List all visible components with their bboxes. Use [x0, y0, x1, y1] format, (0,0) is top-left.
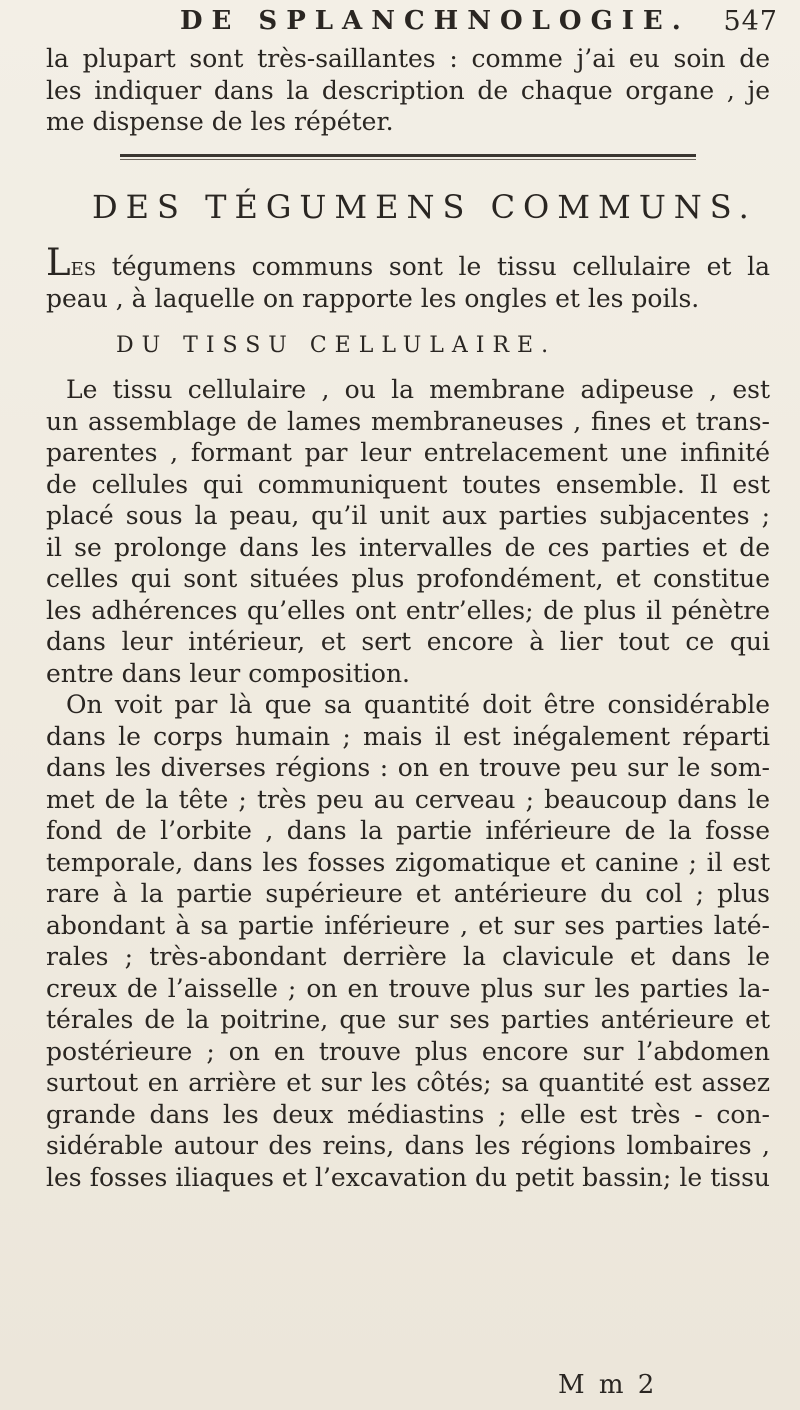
text-line: creux de l’aisselle ; on en trouve plus sur les parties la-: [46, 973, 770, 1003]
text-line: dans les diverses régions : on en trouve peu sur le som-: [46, 753, 770, 782]
text-line: les fosses iliaques et l’excavation du petit bassin; le tissu: [46, 1162, 770, 1192]
text-line: surtout en arrière et sur les côtés; sa quantité est assez: [46, 1068, 770, 1097]
intro-paragraph: [46, 43, 770, 138]
drop-cap-rest: es: [70, 252, 97, 281]
text-line: me dispense de les répéter.: [46, 107, 394, 136]
text-line: postérieure ; on en trouve plus encore sur l’abdomen: [46, 1036, 770, 1066]
text-line: la plupart sont très-saillantes : comme j’ai eu soin de: [46, 44, 770, 73]
text-line: temporale, dans les fosses zigomatique et canine ; il est: [46, 847, 770, 877]
first-line-rest: tégumens communs sont le tissu cellulaire et la: [96, 252, 770, 281]
section-intro-paragraph: [46, 241, 770, 314]
text-line: les indiquer dans la description de chaque organe , je: [46, 75, 770, 105]
text-line: grande dans les deux médiastins ; elle est très - con-: [46, 1099, 770, 1129]
section-title: DES TÉGUMENS COMMUNS.: [92, 188, 757, 226]
text-line: parentes , formant par leur entrelacement une infinité: [46, 438, 770, 467]
text-line: celles qui sont situées plus profondément, et constitue: [46, 564, 770, 593]
subsection-title: DU TISSU CELLULAIRE.: [116, 333, 557, 358]
text-line: [46, 241, 770, 284]
section-divider-rule: [120, 154, 696, 157]
text-line: dans le corps humain ; mais il est inégalement réparti: [46, 721, 770, 751]
text-line: un assemblage de lames membraneuses , fines et trans-: [46, 406, 770, 436]
text-line: rales ; très-abondant derrière la clavicule et dans le: [46, 942, 770, 971]
drop-cap: L: [46, 241, 71, 284]
page-number: 547: [723, 6, 778, 37]
text-line: les adhérences qu’elles ont entr’elles; de plus il pénètre: [46, 595, 770, 625]
text-line: placé sous la peau, qu’il unit aux parties subjacentes ;: [46, 501, 770, 530]
text-line: entre dans leur composition.: [46, 658, 410, 688]
signature-mark: M m 2: [558, 1370, 658, 1400]
body-text: [46, 374, 770, 1193]
text-line: peau , à laquelle on rapporte les ongles et les poils.: [46, 283, 700, 313]
text-line: rare à la partie supérieure et antérieure du col ; plus: [46, 879, 770, 908]
text-line: sidérable autour des reins, dans les régions lombaires ,: [46, 1131, 770, 1160]
text-line: dans leur intérieur, et sert encore à lier tout ce qui: [46, 627, 770, 656]
text-line: térales de la poitrine, que sur ses parties antérieure et: [46, 1005, 770, 1034]
text-line: On voit par là que sa quantité doit être considérable: [66, 690, 770, 719]
text-line: abondant à sa partie inférieure , et sur ses parties laté-: [46, 910, 770, 940]
running-head: DE SPLANCHNOLOGIE.: [180, 6, 690, 36]
text-line: fond de l’orbite , dans la partie inférieure de la fosse: [46, 816, 770, 845]
text-line: met de la tête ; très peu au cerveau ; beaucoup dans le: [46, 784, 770, 814]
text-line: Le tissu cellulaire , ou la membrane adipeuse , est: [66, 375, 770, 404]
text-line: de cellules qui communiquent toutes ensemble. Il est: [46, 469, 770, 499]
text-line: il se prolonge dans les intervalles de ces parties et de: [46, 532, 770, 562]
